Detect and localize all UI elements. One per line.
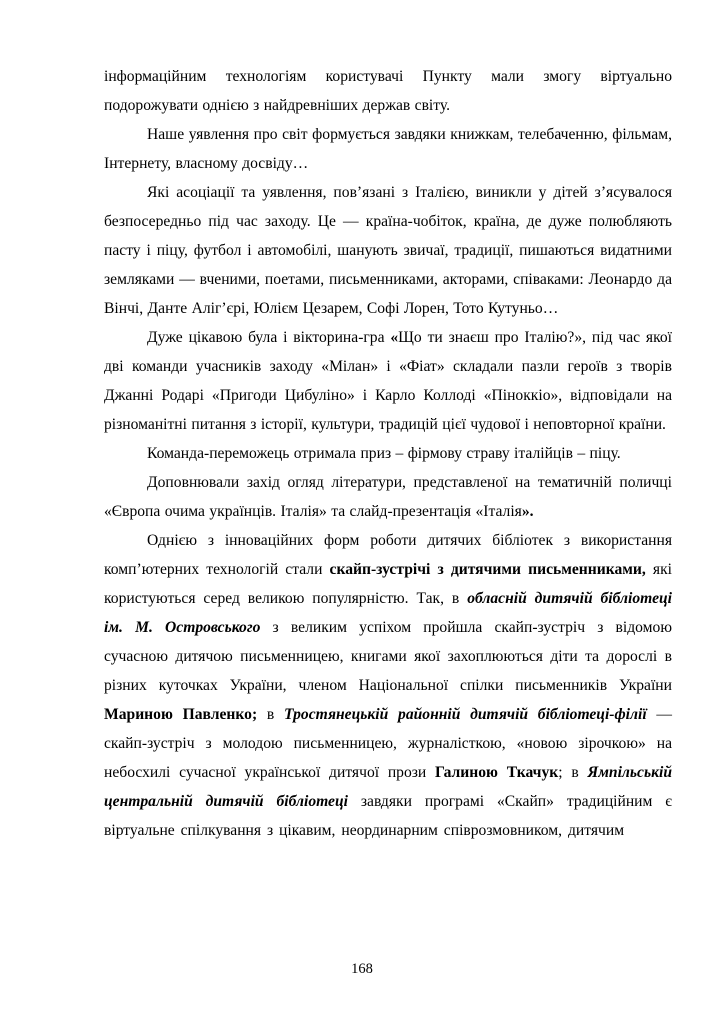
- bold-text-run: ».: [521, 503, 534, 520]
- paragraph: [104, 526, 672, 845]
- paragraph: [104, 120, 672, 178]
- paragraph: [104, 468, 672, 526]
- text-run: ; в: [558, 764, 588, 781]
- text-run: з великим успіхом пройшла скайп-зустріч з відомою сучасною дитячою письменницею, книгами якої захоплюються діти та дорослі в різних куточках України, членом Національної спілки письменників України: [104, 619, 672, 694]
- bold-italic-text-run: обласній дитячій бібліотеці ім. М. Островського: [104, 590, 673, 636]
- bold-text-run: «: [390, 329, 399, 346]
- page-number: 168: [351, 961, 373, 977]
- paragraph: [104, 439, 672, 468]
- text-run: інформаційним технологіям користувачі Пункту мали змогу віртуально подорожувати однією з найдревніших держав світу.: [104, 68, 672, 114]
- text-run: Наше уявлення про світ формується завдяки книжкам, телебаченню, фільмам, Інтернету, власному досвіду…: [104, 126, 672, 172]
- bold-text-run: скайп-зустрічі з дитячими письменниками,: [329, 561, 646, 578]
- text-run: Дуже цікавою була і вікторина-гра: [147, 329, 391, 346]
- text-run: Доповнювали захід огляд літератури, представленої на тематичній поличці «Європа очима українців. Італія» та слайд-презентація «Італія: [104, 474, 672, 520]
- bold-italic-text-run: Тростянецькій районній дитячій бібліотеці-філії: [284, 706, 647, 723]
- text-run: Однією з інноваційних форм роботи дитячих бібліотек з використання комп’ютерних технологій стали: [104, 532, 672, 578]
- text-run: Команда-переможець отримала приз – фірмову страву італійців – піцу.: [147, 445, 621, 462]
- text-run: завдяки програмі «Скайп» традиційним є віртуальне спілкування з цікавим, неординарним співрозмовником, дитячим: [104, 793, 672, 839]
- text-run: Що ти знаєш про Італію?», під час якої дві команди учасників заходу «Мілан» і «Фіат» складали пазли героїв з творів Джанні Родарі «Пригоди Цибуліно» і Карло Коллоді «Піноккіо», відповідали на різноманітні питання з історії, культури, традицій цієї чудової і неповторної країни.: [104, 329, 673, 433]
- bold-italic-text-run: Ямпільській центральній дитячій бібліотеці: [104, 764, 673, 810]
- text-run: — скайп-зустріч з молодою письменницею, журналісткою, «новою зірочкою» на небосхилі сучасної української дитячої прози: [104, 706, 672, 781]
- bold-text-run: Мариною Павленко;: [104, 706, 258, 723]
- paragraph: [104, 62, 672, 120]
- body-text: [104, 62, 672, 845]
- text-run: в: [257, 706, 284, 723]
- text-run: Які асоціації та уявлення, пов’язані з Італією, виникли у дітей з’ясувалося безпосередньо під час заходу. Це — країна-чобіток, країна, де дуже полюбляють пасту і піцу, футбол і автомобілі, шанують звичаї, традиції, пишаються видатними земляками — вченими, поетами, письменниками, акторами, співаками: Леонардо да Вінчі, Данте Аліг’єрі, Юлієм Цезарем, Софі Лорен, Тото Кутуньо…: [104, 184, 672, 317]
- bold-text-run: Галиною Ткачук: [435, 764, 559, 781]
- paragraph: [104, 323, 672, 439]
- text-run: які користуються серед великою популярністю. Так, в: [104, 561, 672, 607]
- paragraph: [104, 178, 672, 323]
